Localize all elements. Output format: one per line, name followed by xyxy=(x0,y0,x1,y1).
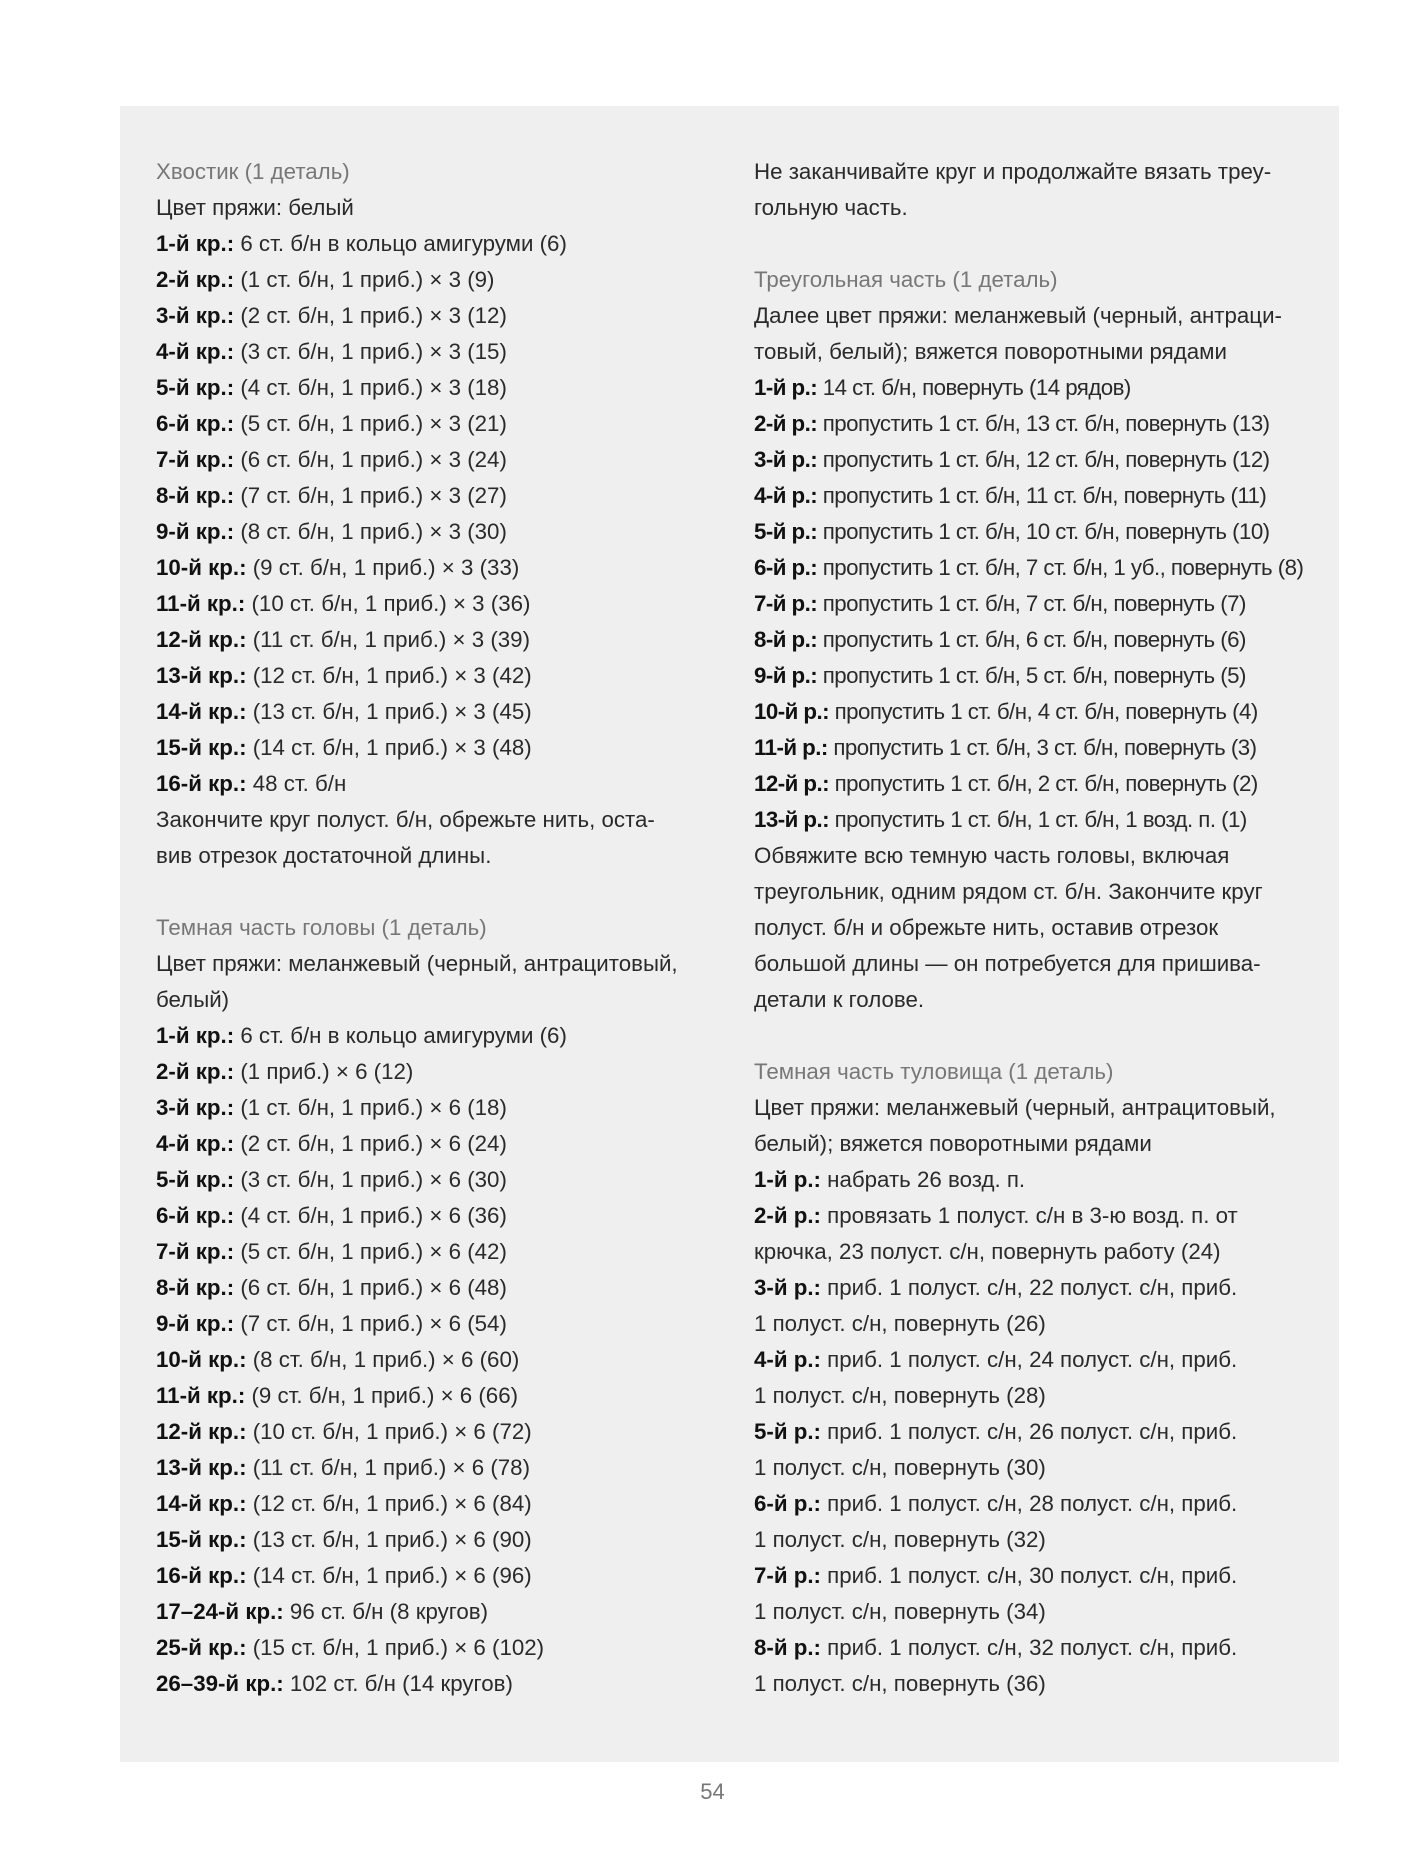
instruction-row xyxy=(156,1378,711,1414)
row-label: 8-й кр.: xyxy=(156,483,235,508)
text-line: 1 полуст. с/н, повернуть (30) xyxy=(754,1455,1046,1480)
instruction-row xyxy=(754,730,1322,766)
text-line: белый) xyxy=(156,987,230,1012)
row-text: (5 ст. б/н, 1 приб.) × 6 (42) xyxy=(234,1239,507,1264)
row-label: 11-й р.: xyxy=(754,735,828,760)
instruction-row xyxy=(156,226,711,262)
text-line: большой длины — он потребуется для пришива- xyxy=(754,951,1261,976)
instruction-row xyxy=(156,1090,711,1126)
instruction-row xyxy=(754,1630,1322,1666)
row-text: (4 ст. б/н, 1 приб.) × 6 (36) xyxy=(234,1203,507,1228)
row-text: (10 ст. б/н, 1 приб.) × 6 (72) xyxy=(246,1419,532,1444)
row-text: (15 ст. б/н, 1 приб.) × 6 (102) xyxy=(246,1635,545,1660)
row-text: приб. 1 полуст. с/н, 24 полуст. с/н, приб. xyxy=(820,1347,1238,1372)
instruction-row xyxy=(754,442,1322,478)
row-text: набрать 26 возд. п. xyxy=(820,1167,1026,1192)
instruction-row xyxy=(156,1486,711,1522)
instruction-row xyxy=(156,1522,711,1558)
right-column xyxy=(754,154,1322,1702)
row-text: 14 ст. б/н, повернуть (14 рядов) xyxy=(817,375,1131,400)
page-number: 54 xyxy=(700,1779,725,1804)
section-spacer xyxy=(754,1018,1322,1054)
row-label: 12-й кр.: xyxy=(156,627,247,652)
row-text: (12 ст. б/н, 1 приб.) × 6 (84) xyxy=(246,1491,532,1516)
instruction-row xyxy=(156,586,711,622)
row-label: 3-й р.: xyxy=(754,447,818,472)
row-label: 12-й р.: xyxy=(754,771,829,796)
row-label: 16-й кр.: xyxy=(156,771,247,796)
row-label: 26–39-й кр.: xyxy=(156,1671,284,1696)
row-label: 4-й кр.: xyxy=(156,1131,235,1156)
row-text: (6 ст. б/н, 1 приб.) × 3 (24) xyxy=(234,447,507,472)
row-label: 9-й кр.: xyxy=(156,519,235,544)
row-text: (11 ст. б/н, 1 приб.) × 3 (39) xyxy=(246,627,531,652)
instruction-row xyxy=(156,658,711,694)
text-line: 1 полуст. с/н, повернуть (34) xyxy=(754,1599,1046,1624)
section-heading: Темная часть туловища (1 деталь) xyxy=(754,1059,1114,1084)
instruction-row xyxy=(156,1558,711,1594)
row-label: 5-й кр.: xyxy=(156,1167,235,1192)
row-label: 11-й кр.: xyxy=(156,1383,246,1408)
row-label: 13-й кр.: xyxy=(156,663,247,688)
instruction-row xyxy=(156,550,711,586)
row-text: (14 ст. б/н, 1 приб.) × 6 (96) xyxy=(246,1563,532,1588)
row-text: приб. 1 полуст. с/н, 26 полуст. с/н, приб. xyxy=(820,1419,1238,1444)
row-text: пропустить 1 ст. б/н, 11 ст. б/н, повернуть (11) xyxy=(817,483,1267,508)
instruction-row xyxy=(754,586,1322,622)
row-text: 6 ст. б/н в кольцо амигуруми (6) xyxy=(234,1023,567,1048)
row-text: (14 ст. б/н, 1 приб.) × 3 (48) xyxy=(246,735,532,760)
row-label: 11-й кр.: xyxy=(156,591,246,616)
row-label: 12-й кр.: xyxy=(156,1419,247,1444)
row-label: 15-й кр.: xyxy=(156,735,247,760)
text-line: полуст. б/н и обрежьте нить, оставив отрезок xyxy=(754,915,1219,940)
instruction-row xyxy=(156,1630,711,1666)
row-label: 1-й р.: xyxy=(754,1167,821,1192)
instruction-row xyxy=(754,802,1322,838)
instruction-row xyxy=(156,1018,711,1054)
instruction-row xyxy=(754,766,1322,802)
instruction-row xyxy=(754,1414,1322,1450)
instruction-row xyxy=(754,478,1322,514)
row-label: 10-й кр.: xyxy=(156,555,247,580)
text-line: вив отрезок достаточной длины. xyxy=(156,843,492,868)
row-text: (7 ст. б/н, 1 приб.) × 6 (54) xyxy=(234,1311,507,1336)
row-label: 7-й р.: xyxy=(754,1563,821,1588)
row-text: (10 ст. б/н, 1 приб.) × 3 (36) xyxy=(245,591,531,616)
row-label: 7-й р.: xyxy=(754,591,818,616)
row-text: пропустить 1 ст. б/н, 5 ст. б/н, повернуть (5) xyxy=(817,663,1246,688)
row-text: (6 ст. б/н, 1 приб.) × 6 (48) xyxy=(234,1275,507,1300)
text-line: белый); вяжется поворотными рядами xyxy=(754,1131,1152,1156)
text-line: Не заканчивайте круг и продолжайте вязать треу- xyxy=(754,159,1272,184)
instruction-row xyxy=(156,694,711,730)
row-text: (3 ст. б/н, 1 приб.) × 3 (15) xyxy=(234,339,507,364)
row-text: (1 ст. б/н, 1 приб.) × 3 (9) xyxy=(234,267,495,292)
text-line: 1 полуст. с/н, повернуть (36) xyxy=(754,1671,1046,1696)
row-text: (5 ст. б/н, 1 приб.) × 3 (21) xyxy=(234,411,507,436)
row-label: 8-й р.: xyxy=(754,627,818,652)
row-text: провязать 1 полуст. с/н в 3-ю возд. п. от xyxy=(820,1203,1238,1228)
row-text: (11 ст. б/н, 1 приб.) × 6 (78) xyxy=(246,1455,531,1480)
instruction-row xyxy=(156,262,711,298)
row-label: 9-й р.: xyxy=(754,663,818,688)
row-label: 4-й кр.: xyxy=(156,339,235,364)
row-text: (13 ст. б/н, 1 приб.) × 3 (45) xyxy=(246,699,532,724)
instruction-row xyxy=(754,1162,1322,1198)
instruction-row xyxy=(156,1666,711,1702)
page-panel xyxy=(120,106,1339,1762)
row-text: (7 ст. б/н, 1 приб.) × 3 (27) xyxy=(234,483,507,508)
row-text: 102 ст. б/н (14 кругов) xyxy=(283,1671,513,1696)
row-label: 2-й р.: xyxy=(754,411,818,436)
instruction-row xyxy=(754,370,1322,406)
row-label: 5-й кр.: xyxy=(156,375,235,400)
row-text: приб. 1 полуст. с/н, 22 полуст. с/н, приб. xyxy=(820,1275,1238,1300)
text-line: 1 полуст. с/н, повернуть (26) xyxy=(754,1311,1046,1336)
section-spacer xyxy=(156,874,711,910)
instruction-row xyxy=(156,766,711,802)
row-text: (9 ст. б/н, 1 приб.) × 6 (66) xyxy=(245,1383,519,1408)
row-text: приб. 1 полуст. с/н, 30 полуст. с/н, приб. xyxy=(820,1563,1238,1588)
text-line: 1 полуст. с/н, повернуть (28) xyxy=(754,1383,1046,1408)
row-label: 10-й кр.: xyxy=(156,1347,247,1372)
row-text: (8 ст. б/н, 1 приб.) × 6 (60) xyxy=(246,1347,520,1372)
instruction-row xyxy=(156,1198,711,1234)
row-label: 4-й р.: xyxy=(754,483,818,508)
row-text: (3 ст. б/н, 1 приб.) × 6 (30) xyxy=(234,1167,507,1192)
text-line: детали к голове. xyxy=(754,987,925,1012)
instruction-row xyxy=(754,658,1322,694)
instruction-row xyxy=(754,406,1322,442)
row-text: (1 приб.) × 6 (12) xyxy=(234,1059,414,1084)
instruction-row xyxy=(754,622,1322,658)
row-label: 9-й кр.: xyxy=(156,1311,235,1336)
instruction-row xyxy=(754,1270,1322,1306)
row-text: пропустить 1 ст. б/н, 7 ст. б/н, повернуть (7) xyxy=(817,591,1246,616)
row-text: пропустить 1 ст. б/н, 10 ст. б/н, повернуть (10) xyxy=(817,519,1270,544)
instruction-row xyxy=(754,1198,1322,1234)
row-label: 5-й р.: xyxy=(754,1419,821,1444)
instruction-row xyxy=(156,1126,711,1162)
row-text: пропустить 1 ст. б/н, 2 ст. б/н, повернуть (2) xyxy=(828,771,1258,796)
row-label: 1-й кр.: xyxy=(156,231,235,256)
instruction-row xyxy=(754,694,1322,730)
instruction-row xyxy=(754,550,1322,586)
text-line: Обвяжите всю темную часть головы, включая xyxy=(754,843,1230,868)
row-text: (8 ст. б/н, 1 приб.) × 3 (30) xyxy=(234,519,507,544)
row-label: 6-й кр.: xyxy=(156,1203,235,1228)
row-label: 4-й р.: xyxy=(754,1347,821,1372)
section-heading: Хвостик (1 деталь) xyxy=(156,159,350,184)
row-label: 8-й р.: xyxy=(754,1635,821,1660)
row-label: 13-й р.: xyxy=(754,807,829,832)
text-line: Закончите круг полуст. б/н, обрежьте нить, оста- xyxy=(156,807,655,832)
section-spacer xyxy=(754,226,1322,262)
row-text: 6 ст. б/н в кольцо амигуруми (6) xyxy=(234,231,567,256)
row-text: (9 ст. б/н, 1 приб.) × 3 (33) xyxy=(246,555,520,580)
row-text: пропустить 1 ст. б/н, 13 ст. б/н, повернуть (13) xyxy=(817,411,1270,436)
row-text: пропустить 1 ст. б/н, 7 ст. б/н, 1 уб., повернуть (8) xyxy=(817,555,1304,580)
instruction-row xyxy=(754,514,1322,550)
row-text: пропустить 1 ст. б/н, 4 ст. б/н, повернуть (4) xyxy=(828,699,1258,724)
text-line: треугольник, одним рядом ст. б/н. Закончите круг xyxy=(754,879,1263,904)
row-label: 2-й кр.: xyxy=(156,1059,235,1084)
instruction-row xyxy=(156,1270,711,1306)
row-label: 2-й кр.: xyxy=(156,267,235,292)
row-label: 3-й кр.: xyxy=(156,303,235,328)
row-label: 6-й р.: xyxy=(754,1491,821,1516)
row-label: 2-й р.: xyxy=(754,1203,821,1228)
row-label: 15-й кр.: xyxy=(156,1527,247,1552)
row-label: 14-й кр.: xyxy=(156,699,247,724)
instruction-row xyxy=(754,1486,1322,1522)
row-label: 5-й р.: xyxy=(754,519,818,544)
row-text: (13 ст. б/н, 1 приб.) × 6 (90) xyxy=(246,1527,532,1552)
row-text: (2 ст. б/н, 1 приб.) × 3 (12) xyxy=(234,303,507,328)
instruction-row xyxy=(156,298,711,334)
instruction-row xyxy=(754,1558,1322,1594)
text-line: гольную часть. xyxy=(754,195,908,220)
instruction-row xyxy=(156,1306,711,1342)
text-line: крючка, 23 полуст. с/н, повернуть работу (24) xyxy=(754,1239,1221,1264)
row-label: 14-й кр.: xyxy=(156,1491,247,1516)
instruction-row xyxy=(156,622,711,658)
row-label: 6-й кр.: xyxy=(156,411,235,436)
instruction-row xyxy=(156,478,711,514)
row-text: (4 ст. б/н, 1 приб.) × 3 (18) xyxy=(234,375,507,400)
row-text: пропустить 1 ст. б/н, 6 ст. б/н, повернуть (6) xyxy=(817,627,1246,652)
text-line: Цвет пряжи: меланжевый (черный, антрацитовый, xyxy=(156,951,678,976)
instruction-row xyxy=(156,1450,711,1486)
instruction-row xyxy=(156,370,711,406)
row-label: 8-й кр.: xyxy=(156,1275,235,1300)
row-text: (2 ст. б/н, 1 приб.) × 6 (24) xyxy=(234,1131,507,1156)
instruction-row xyxy=(156,442,711,478)
row-text: приб. 1 полуст. с/н, 32 полуст. с/н, приб. xyxy=(820,1635,1238,1660)
instruction-row xyxy=(156,334,711,370)
instruction-row xyxy=(754,1342,1322,1378)
instruction-row xyxy=(156,1162,711,1198)
row-text: 48 ст. б/н xyxy=(246,771,347,796)
row-text: 96 ст. б/н (8 кругов) xyxy=(283,1599,489,1624)
instruction-row xyxy=(156,1594,711,1630)
row-label: 16-й кр.: xyxy=(156,1563,247,1588)
row-text: (1 ст. б/н, 1 приб.) × 6 (18) xyxy=(234,1095,507,1120)
text-line: 1 полуст. с/н, повернуть (32) xyxy=(754,1527,1046,1552)
row-label: 13-й кр.: xyxy=(156,1455,247,1480)
row-label: 1-й р.: xyxy=(754,375,818,400)
row-label: 17–24-й кр.: xyxy=(156,1599,284,1624)
instruction-row xyxy=(156,1054,711,1090)
instruction-row xyxy=(156,1234,711,1270)
section-heading: Треугольная часть (1 деталь) xyxy=(754,267,1058,292)
row-text: пропустить 1 ст. б/н, 1 ст. б/н, 1 возд. п. (1) xyxy=(828,807,1247,832)
row-label: 1-й кр.: xyxy=(156,1023,235,1048)
row-text: приб. 1 полуст. с/н, 28 полуст. с/н, приб. xyxy=(820,1491,1238,1516)
row-label: 7-й кр.: xyxy=(156,1239,235,1264)
instruction-row xyxy=(156,1414,711,1450)
row-label: 7-й кр.: xyxy=(156,447,235,472)
instruction-row xyxy=(156,406,711,442)
text-line: Далее цвет пряжи: меланжевый (черный, антраци- xyxy=(754,303,1282,328)
row-label: 3-й кр.: xyxy=(156,1095,235,1120)
row-text: пропустить 1 ст. б/н, 3 ст. б/н, повернуть (3) xyxy=(827,735,1257,760)
row-label: 3-й р.: xyxy=(754,1275,821,1300)
instruction-row xyxy=(156,1342,711,1378)
text-line: Цвет пряжи: белый xyxy=(156,195,354,220)
instruction-row xyxy=(156,730,711,766)
row-text: пропустить 1 ст. б/н, 12 ст. б/н, повернуть (12) xyxy=(817,447,1270,472)
row-label: 10-й р.: xyxy=(754,699,829,724)
left-column xyxy=(156,154,711,1702)
row-label: 6-й р.: xyxy=(754,555,818,580)
text-line: Цвет пряжи: меланжевый (черный, антрацитовый, xyxy=(754,1095,1276,1120)
text-line: товый, белый); вяжется поворотными рядами xyxy=(754,339,1227,364)
row-text: (12 ст. б/н, 1 приб.) × 3 (42) xyxy=(246,663,532,688)
instruction-row xyxy=(156,514,711,550)
row-label: 25-й кр.: xyxy=(156,1635,247,1660)
section-heading: Темная часть головы (1 деталь) xyxy=(156,915,487,940)
